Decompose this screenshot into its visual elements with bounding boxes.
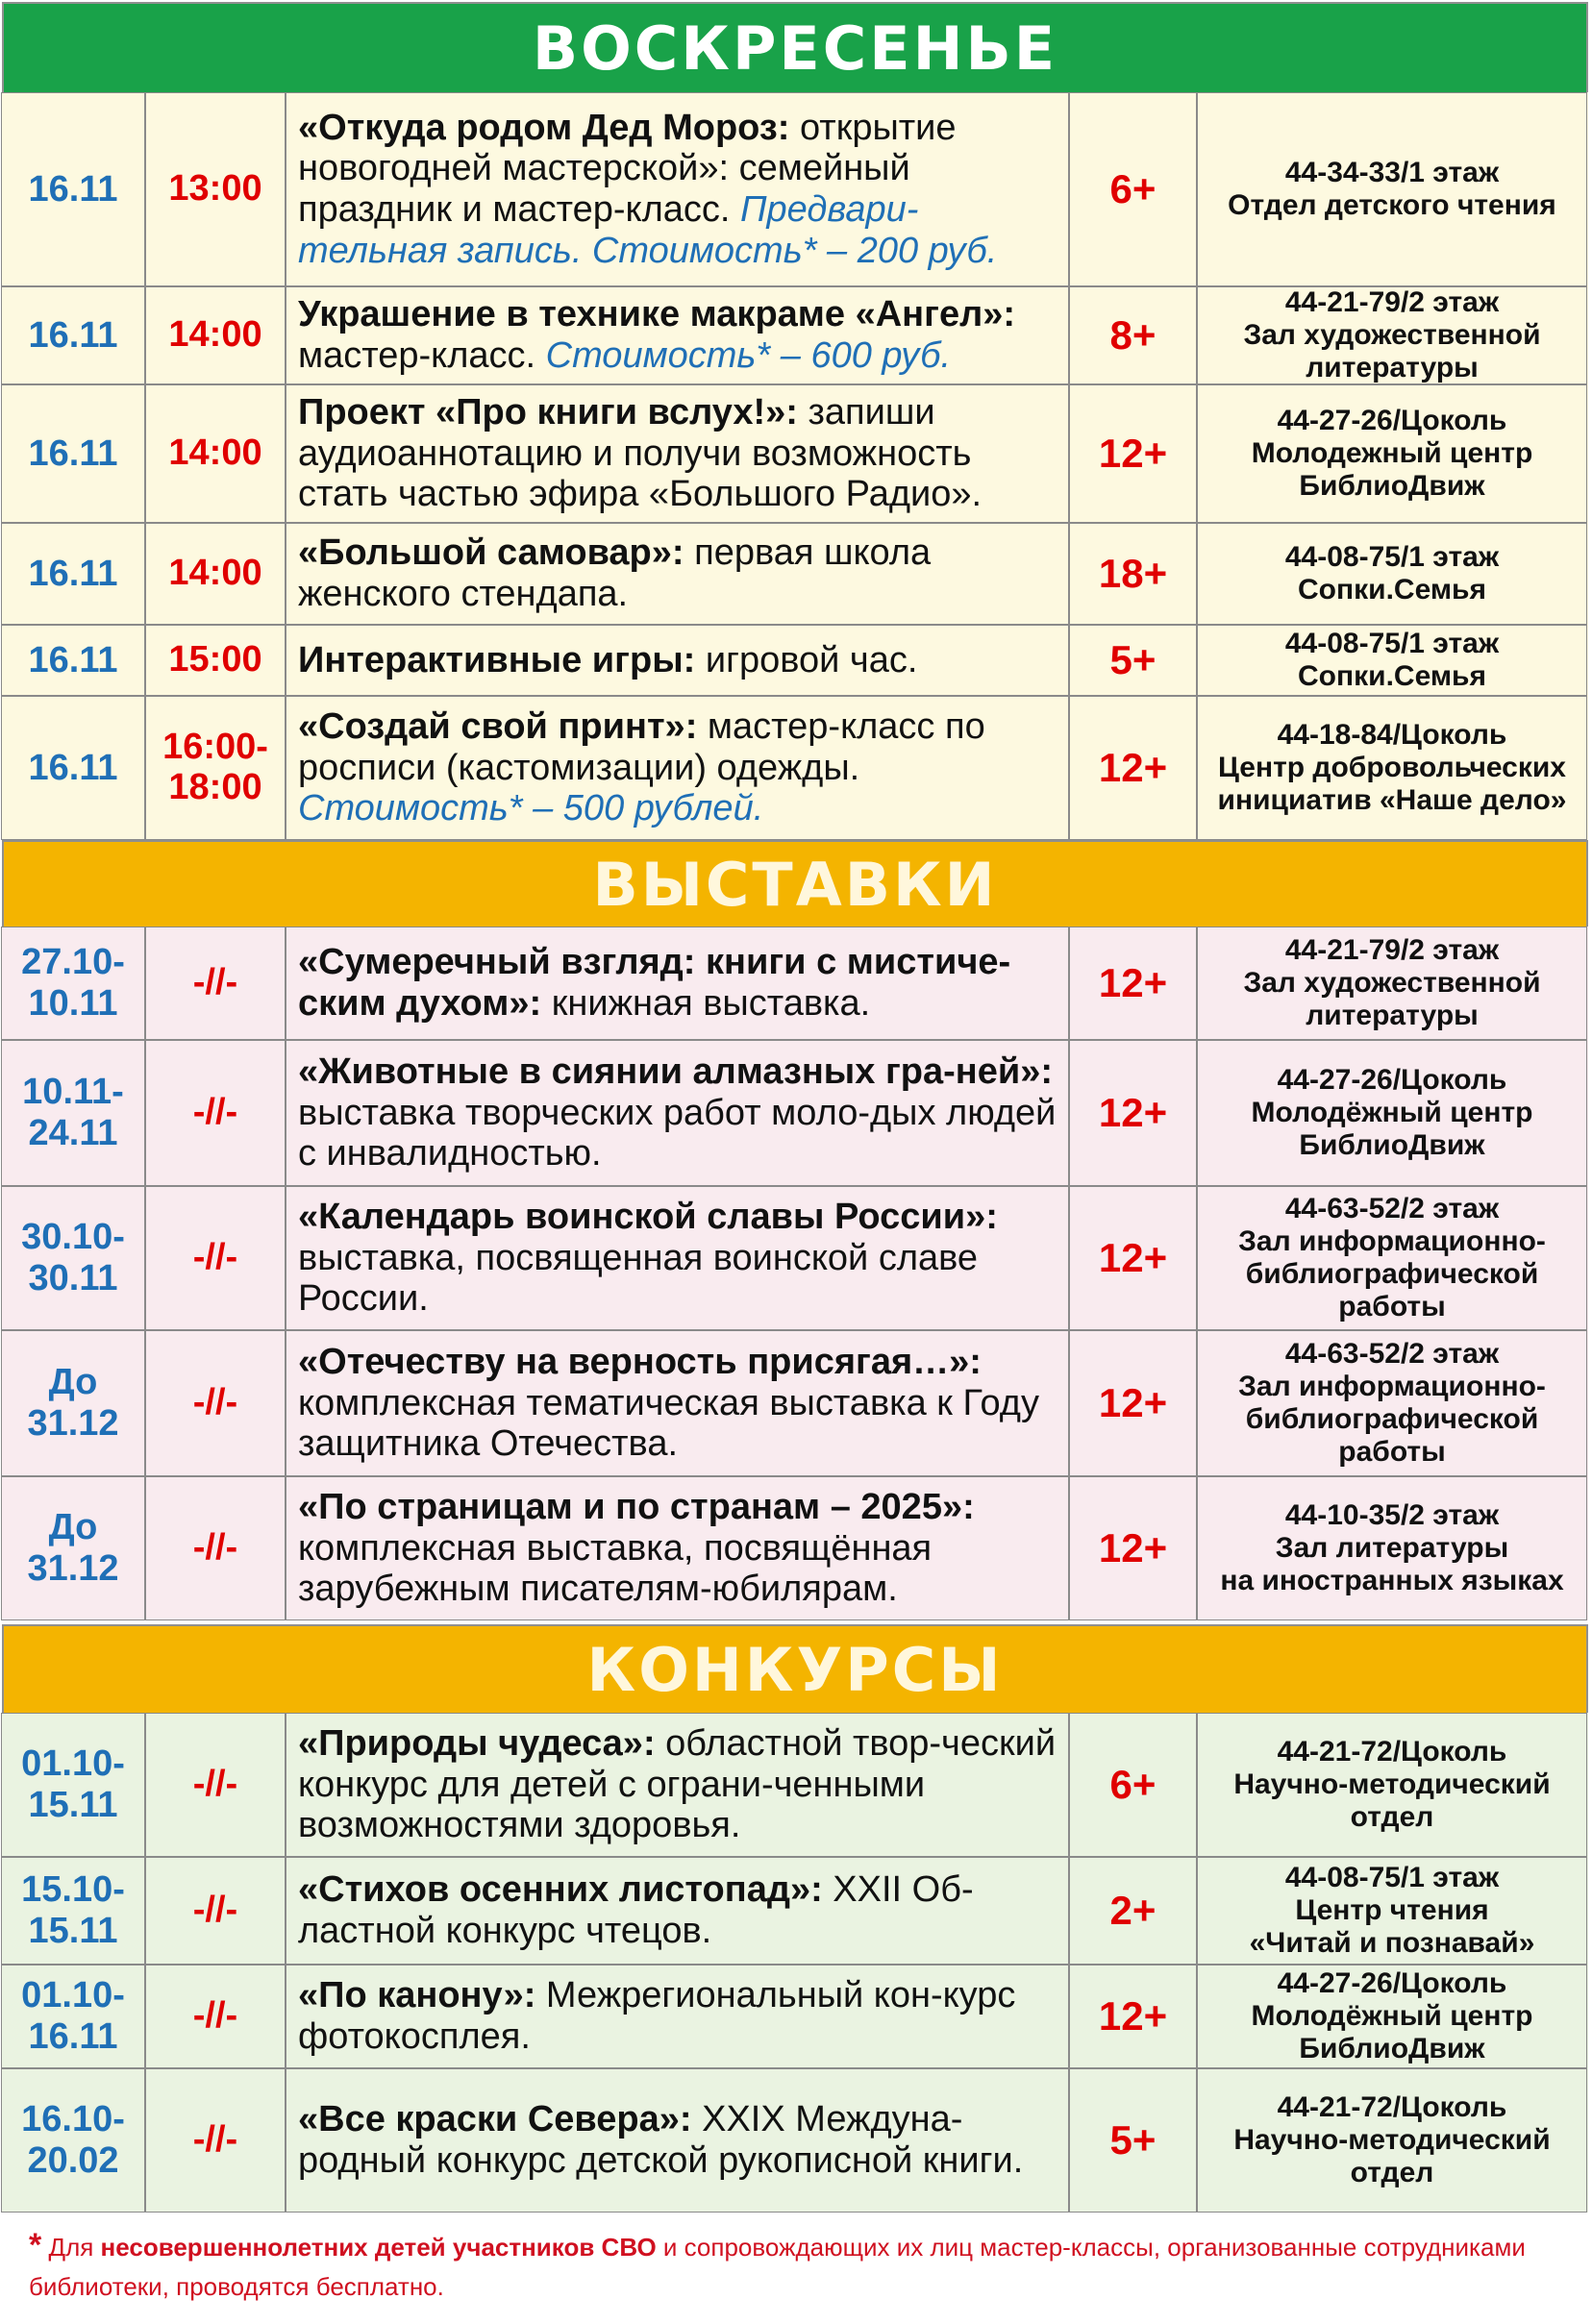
event-location [1197,625,1587,696]
age-rating: 12+ [1069,1476,1197,1620]
footnote-text-bold: несовершеннолетних детей участников СВО [100,2233,657,2262]
age-rating: 12+ [1069,1965,1197,2068]
table-row [2,2068,1588,2213]
event-title: Проект «Про книги вслух!»: [298,392,798,433]
location-line: БиблиоДвиж [1299,469,1485,502]
event-description-text [298,1487,1058,1610]
event-date: 01.10-15.11 [1,1713,145,1857]
event-date: 30.10-30.11 [1,1186,145,1330]
event-location [1197,2068,1587,2213]
event-location [1197,523,1587,625]
event-description-text [298,532,1058,614]
age-rating: 12+ [1069,927,1197,1040]
event-description [286,286,1069,384]
location-phone: 44-21-72/Цоколь [1277,2091,1507,2124]
event-location [1197,286,1587,384]
event-title: Интерактивные игры: [298,639,696,680]
location-line: БиблиоДвиж [1299,2032,1485,2064]
event-price: Стоимость* – 600 руб. [545,335,952,376]
event-time: -//- [145,1186,286,1330]
table-row [2,286,1588,384]
event-description-text [298,1975,1058,2057]
event-location [1197,92,1587,286]
event-title: «Все краски Севера»: [298,2099,692,2140]
event-description [286,625,1069,696]
location-line: работы [1338,1290,1446,1323]
location-phone: 44-21-79/2 этаж [1284,934,1500,967]
table-row [2,696,1588,840]
event-date: 16.11 [1,625,145,696]
location-line: Научно-методический [1233,1768,1551,1801]
age-rating: 12+ [1069,696,1197,840]
table-row [2,1040,1588,1186]
location-phone: 44-18-84/Цоколь [1277,719,1507,752]
event-time: 14:00 [145,286,286,384]
location-phone: 44-10-35/2 этаж [1284,1499,1500,1532]
location-line: отдел [1350,2156,1434,2188]
event-title: «Отечеству на верность присягая…»: [298,1342,982,1383]
event-date: 15.10-15.11 [1,1857,145,1965]
event-details: мастер-класс по росписи (кастомизации) одежды. [298,706,985,788]
location-line: Зал информационно- [1238,1225,1546,1258]
event-date: 16.11 [1,696,145,840]
event-details: выставка творческих работ моло-дых людей с инвалидностью. [298,1092,1057,1174]
event-time: -//- [145,2068,286,2213]
table-row [2,1330,1588,1476]
location-phone: 44-63-52/2 этаж [1284,1338,1500,1371]
event-title: «Стихов осенних листопад»: [298,1869,823,1911]
location-phone: 44-21-79/2 этаж [1284,286,1500,319]
table-row [2,1186,1588,1330]
location-line: Молодежный центр [1251,437,1533,470]
event-date: 16.11 [1,92,145,286]
location-line: Зал литературы [1275,1532,1509,1565]
table-row [2,1476,1588,1620]
age-rating: 12+ [1069,1186,1197,1330]
location-line: Сопки.Семья [1298,574,1486,606]
event-description [286,1713,1069,1857]
event-details: областной твор-ческий конкурс для детей с ограни-ченными возможностями здоровья. [298,1723,1057,1846]
location-line: БиблиоДвиж [1299,1128,1485,1161]
event-location [1197,927,1587,1040]
age-rating: 8+ [1069,286,1197,384]
age-rating: 5+ [1069,625,1197,696]
location-line: отдел [1350,1800,1434,1833]
event-details: мастер-класс. [298,335,546,376]
event-description-text [298,1197,1058,1320]
location-line: Сопки.Семья [1298,660,1486,692]
location-line: Научно-методический [1233,2124,1551,2157]
event-date: 01.10-16.11 [1,1965,145,2068]
event-location [1197,1857,1587,1965]
event-description [286,1330,1069,1476]
event-time: -//- [145,1965,286,2068]
event-description-text [298,706,1058,829]
event-location [1197,384,1587,523]
event-date: 16.11 [1,286,145,384]
location-line: литературы [1306,351,1479,383]
event-time: 14:00 [145,384,286,523]
footnote [29,2223,1567,2304]
event-description [286,1040,1069,1186]
event-time: -//- [145,1330,286,1476]
event-location [1197,1330,1587,1476]
location-line: Центр добровольческих [1217,752,1566,784]
event-details: книжная выставка. [541,983,871,1024]
event-title: Украшение в технике макраме «Ангел»: [298,294,1016,335]
event-title: «По канону»: [298,1975,536,2016]
location-line: работы [1338,1435,1446,1468]
event-location [1197,1713,1587,1857]
event-description [286,1476,1069,1620]
event-time: -//- [145,927,286,1040]
location-line: Зал художественной [1243,967,1541,1000]
event-description [286,384,1069,523]
event-time: -//- [145,1040,286,1186]
event-time: 15:00 [145,625,286,696]
event-time: -//- [145,1857,286,1965]
event-location [1197,1965,1587,2068]
location-phone: 44-08-75/1 этаж [1284,1862,1500,1894]
location-phone: 44-27-26/Цоколь [1277,1064,1507,1097]
location-line: Зал художественной [1243,319,1541,352]
event-date: До 31.12 [1,1330,145,1476]
footnote-text-1: Для [41,2233,101,2262]
location-line: инициатив «Наше дело» [1217,783,1567,816]
event-time: 16:00-18:00 [145,696,286,840]
event-time: 14:00 [145,523,286,625]
age-rating: 12+ [1069,384,1197,523]
event-title: «По страницам и по странам – 2025»: [298,1487,975,1528]
event-date: 10.11-24.11 [1,1040,145,1186]
event-date: 16.11 [1,523,145,625]
table-row [2,92,1588,286]
event-title: «Природы чудеса»: [298,1723,656,1765]
event-details: XXII Об-ластной конкурс чтецов. [298,1869,974,1951]
table-row [2,927,1588,1040]
event-details: комплексная выставка, посвящённая зарубежным писателям-юбилярам. [298,1527,933,1610]
age-rating: 6+ [1069,92,1197,286]
age-rating: 6+ [1069,1713,1197,1857]
event-title: «Откуда родом Дед Мороз: [298,107,790,148]
age-rating: 5+ [1069,2068,1197,2213]
event-price: Предвари-тельная запись. Стоимость* – 200 руб. [298,189,998,271]
event-description-text [298,1869,1058,1951]
table-row [2,1857,1588,1965]
location-line: литературы [1306,999,1479,1031]
event-location [1197,1186,1587,1330]
event-description-text [298,1051,1058,1174]
event-details: комплексная тематическая выставка к Году защитника Отечества. [298,1382,1039,1465]
location-phone: 44-34-33/1 этаж [1284,157,1500,189]
location-line: Центр чтения [1295,1894,1489,1927]
location-line: Молодёжный центр [1251,2000,1533,2033]
event-description-text [298,108,1058,271]
event-details: выставка, посвященная воинской славе России. [298,1237,979,1320]
age-rating: 2+ [1069,1857,1197,1965]
event-details: XXIX Междуна-родный конкурс детской рукописной книги. [298,2099,1024,2181]
event-time: -//- [145,1476,286,1620]
event-details: Межрегиональный кон-курс фотокосплея. [298,1975,1016,2057]
event-description [286,92,1069,286]
location-line: Зал информационно- [1238,1371,1546,1403]
event-date: 16.11 [1,384,145,523]
event-title: «Сумеречный взгляд: книги с мистиче-ским духом»: [298,942,1011,1024]
event-description [286,1857,1069,1965]
location-line: Молодёжный центр [1251,1097,1533,1129]
location-line: библиографической [1245,1403,1539,1435]
event-description [286,696,1069,840]
event-time: 13:00 [145,92,286,286]
event-time: -//- [145,1713,286,1857]
footnote-star: * [29,2227,42,2263]
event-description [286,1965,1069,2068]
event-description [286,2068,1069,2213]
event-description-text [298,294,1058,376]
event-price: Стоимость* – 500 рублей. [298,788,764,829]
event-description-text [298,2099,1058,2181]
header-exhibitions: ВЫСТАВКИ [2,840,1588,928]
event-details: первая школа женского стендапа. [298,532,932,614]
event-title: «Создай свой принт»: [298,706,698,748]
location-phone: 44-08-75/1 этаж [1284,628,1500,660]
event-details: открытие новогодней мастерской»: семейный праздник и мастер-класс. [298,107,957,230]
event-location [1197,1040,1587,1186]
age-rating: 12+ [1069,1040,1197,1186]
footnote-text-2: и сопровождающих их лиц мастер-классы, организованные сотрудниками библиотеки, проводятся бесплатно. [29,2233,1526,2301]
event-details: игровой час. [695,639,918,680]
event-description [286,927,1069,1040]
location-line: «Читай и познавай» [1249,1926,1535,1959]
event-title: «Животные в сиянии алмазных гра-ней»: [298,1051,1054,1093]
location-phone: 44-08-75/1 этаж [1284,541,1500,574]
age-rating: 18+ [1069,523,1197,625]
header-sunday: ВОСКРЕСЕНЬЕ [2,2,1588,94]
event-date: 27.10-10.11 [1,927,145,1040]
event-details: запиши аудиоаннотацию и получи возможность стать частью эфира «Большого Радио». [298,392,983,515]
event-location [1197,696,1587,840]
table-row [2,384,1588,523]
event-description-text [298,942,1058,1024]
event-description-text [298,1342,1058,1465]
table-row [2,523,1588,625]
event-description [286,523,1069,625]
header-contests: КОНКУРСЫ [2,1624,1588,1715]
age-rating: 12+ [1069,1330,1197,1476]
event-date: 16.10-20.02 [1,2068,145,2213]
location-phone: 44-63-52/2 этаж [1284,1193,1500,1225]
event-description [286,1186,1069,1330]
event-description-text [298,392,1058,515]
event-location [1197,1476,1587,1620]
location-phone: 44-27-26/Цоколь [1277,1967,1507,2000]
event-title: «Календарь воинской славы России»: [298,1197,998,1238]
event-description-text [298,1723,1058,1846]
event-date: До 31.12 [1,1476,145,1620]
event-title: «Большой самовар»: [298,532,684,574]
table-row [2,1713,1588,1857]
location-phone: 44-27-26/Цоколь [1277,405,1507,437]
table-row [2,1965,1588,2068]
location-line: на иностранных языках [1220,1564,1564,1596]
location-line: Отдел детского чтения [1228,189,1556,221]
location-phone: 44-21-72/Цоколь [1277,1736,1507,1768]
table-row [2,625,1588,696]
location-line: библиографической [1245,1258,1539,1290]
event-description-text [298,640,1058,681]
